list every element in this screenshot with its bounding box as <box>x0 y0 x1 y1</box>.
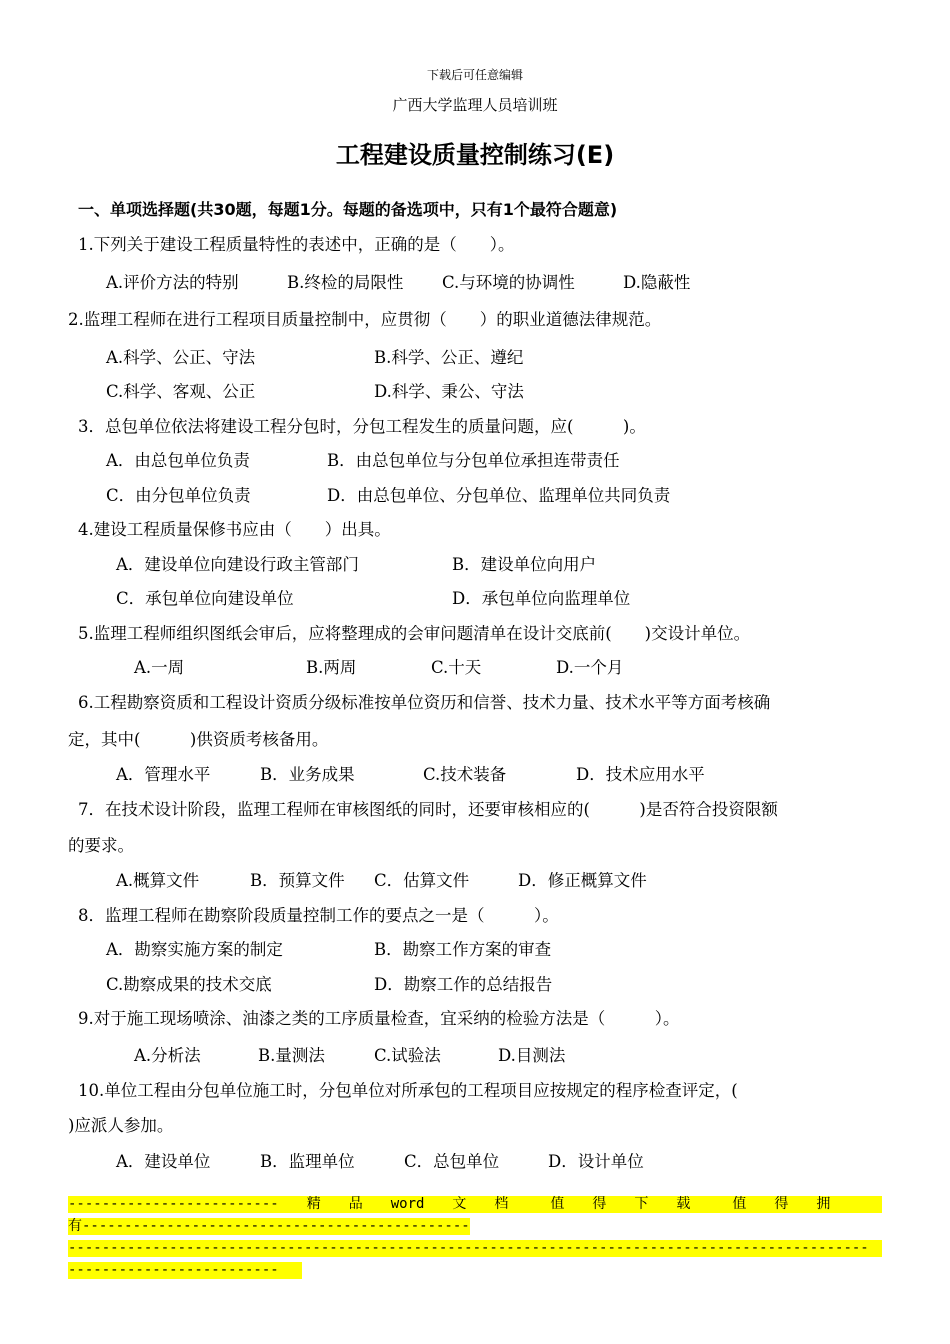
q7-option-d: D．修正概算文件 <box>518 871 647 890</box>
footer-line-4: ------------------------- <box>68 1262 302 1279</box>
q5-option-b: B.两周 <box>306 658 357 677</box>
q3-option-a: A．由总包单位负责 <box>106 451 250 470</box>
question-10: 10.单位工程由分包单位施工时，分包单位对所承包的工程项目应按规定的程序检查评定，( <box>78 1081 738 1100</box>
q2-option-a: A.科学、公正、守法 <box>106 348 256 367</box>
question-5: 5.监理工程师组织图纸会审后，应将整理成的会审问题清单在设计交底前( )交设计单位。 <box>78 624 751 643</box>
q7-option-c: C．估算文件 <box>374 871 470 890</box>
q8-option-d: D．勘察工作的总结报告 <box>374 975 553 994</box>
organization-name: 广西大学监理人员培训班 <box>392 96 558 114</box>
footer-line-2: 有---------------------------------------------- <box>68 1218 470 1234</box>
q5-option-d: D.一个月 <box>556 658 624 677</box>
footer-line-1: ------------------------- 精 品 word 文 档 值 得 下 载 值 得 拥 <box>68 1196 882 1213</box>
footer-banner <box>68 1196 882 1284</box>
q1-option-b: B.终检的局限性 <box>287 273 404 292</box>
q7-option-a: A.概算文件 <box>116 871 200 890</box>
q8-option-c: C.勘察成果的技术交底 <box>106 975 272 994</box>
question-3: 3．总包单位依法将建设工程分包时，分包工程发生的质量问题，应( )。 <box>78 417 646 436</box>
top-note: 下载后可任意编辑 <box>426 68 523 82</box>
q10-option-a: A．建设单位 <box>116 1152 211 1171</box>
q3-option-d: D．由总包单位、分包单位、监理单位共同负责 <box>327 486 671 505</box>
q2-option-d: D.科学、秉公、守法 <box>374 382 524 401</box>
q4-option-a: A．建设单位向建设行政主管部门 <box>116 555 359 574</box>
question-6-cont: 定，其中( )供资质考核备用。 <box>68 730 329 749</box>
question-7-cont: 的要求。 <box>68 836 134 855</box>
question-4: 4.建设工程质量保修书应由（ ）出具。 <box>78 520 391 539</box>
q1-option-c: C.与环境的协调性 <box>442 273 575 292</box>
q2-option-b: B.科学、公正、遵纪 <box>374 348 524 367</box>
question-8: 8．监理工程师在勘察阶段质量控制工作的要点之一是（ ）。 <box>78 906 559 925</box>
q4-option-d: D．承包单位向监理单位 <box>452 589 631 608</box>
q6-option-b: B．业务成果 <box>260 765 355 784</box>
page-title: 工程建设质量控制练习(E) <box>335 141 615 169</box>
question-10-cont: )应派人参加。 <box>68 1116 174 1135</box>
question-7: 7．在技术设计阶段，监理工程师在审核图纸的同时，还要审核相应的( )是否符合投资限额 <box>78 800 778 819</box>
q7-option-b: B．预算文件 <box>250 871 345 890</box>
q5-option-c: C.十天 <box>431 658 482 677</box>
q3-option-b: B．由总包单位与分包单位承担连带责任 <box>327 451 620 470</box>
question-6: 6.工程勘察资质和工程设计资质分级标准按单位资历和信誉、技术力量、技术水平等方面考核确 <box>78 693 771 712</box>
q10-option-d: D．设计单位 <box>548 1152 644 1171</box>
q9-option-b: B.量测法 <box>258 1046 325 1065</box>
q5-option-a: A.一周 <box>134 658 185 677</box>
q6-option-c: C.技术装备 <box>423 765 507 784</box>
q4-option-b: B．建设单位向用户 <box>452 555 597 574</box>
question-1: 1.下列关于建设工程质量特性的表述中，正确的是（ ）。 <box>78 235 515 254</box>
q9-option-d: D.目测法 <box>498 1046 566 1065</box>
q6-option-a: A．管理水平 <box>116 765 211 784</box>
q8-option-b: B．勘察工作方案的审查 <box>374 940 552 959</box>
q10-option-c: C．总包单位 <box>404 1152 500 1171</box>
q3-option-c: C．由分包单位负责 <box>106 486 251 505</box>
section-heading: 一、单项选择题(共30题，每题1分。每题的备选项中，只有1个最符合题意) <box>78 200 618 219</box>
q10-option-b: B．监理单位 <box>260 1152 355 1171</box>
footer-line-3: ----------------------------------------------------------------------------------------------- <box>68 1240 882 1257</box>
q6-option-d: D．技术应用水平 <box>576 765 705 784</box>
question-9: 9.对于施工现场喷涂、油漆之类的工序质量检查，宜采纳的检验方法是（ ）。 <box>78 1009 680 1028</box>
q1-option-d: D.隐蔽性 <box>623 273 691 292</box>
q8-option-a: A．勘察实施方案的制定 <box>106 940 283 959</box>
q1-option-a: A.评价方法的特别 <box>106 273 239 292</box>
question-2: 2.监理工程师在进行工程项目质量控制中，应贯彻（ ）的职业道德法律规范。 <box>68 310 662 329</box>
q2-option-c: C.科学、客观、公正 <box>106 382 256 401</box>
q9-option-a: A.分析法 <box>134 1046 201 1065</box>
q9-option-c: C.试验法 <box>374 1046 441 1065</box>
q4-option-c: C．承包单位向建设单位 <box>116 589 294 608</box>
